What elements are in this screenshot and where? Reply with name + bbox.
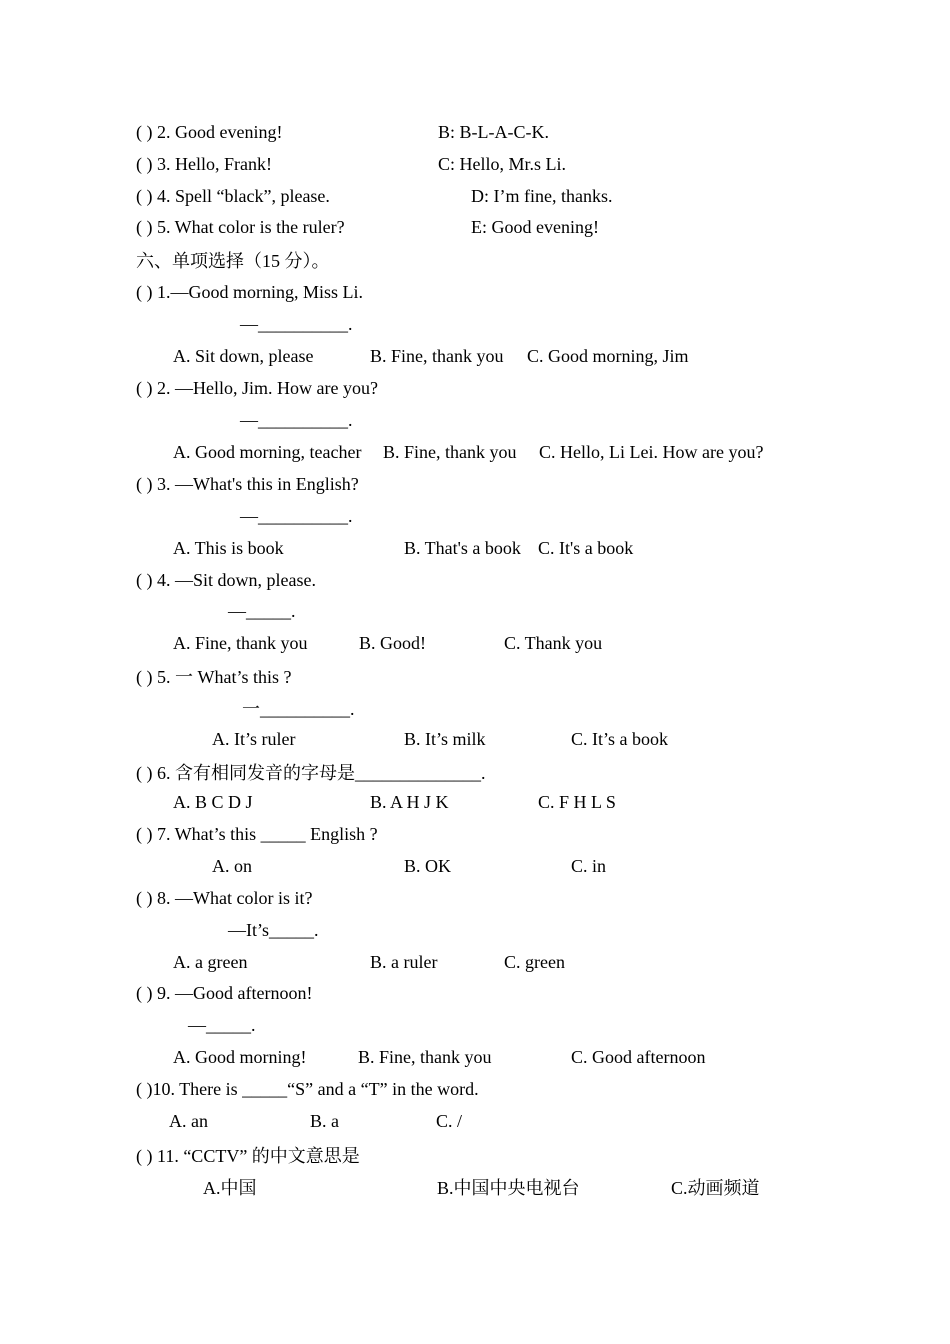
q8-option-a: A. a green bbox=[173, 952, 248, 972]
q2-option-b: B. Fine, thank you bbox=[383, 442, 517, 462]
match-option-d: D: I’m fine, thanks. bbox=[471, 186, 613, 206]
answer-line-3: —__________. bbox=[240, 506, 353, 526]
q7-option-a: A. on bbox=[212, 856, 252, 876]
question-2: ( ) 2. —Hello, Jim. How are you? bbox=[136, 378, 378, 398]
question-9: ( ) 9. —Good afternoon! bbox=[136, 983, 313, 1003]
question-6: ( ) 6. 含有相同发音的字母是______________. bbox=[136, 763, 486, 783]
q2-option-c: C. Hello, Li Lei. How are you? bbox=[539, 442, 764, 462]
q10-option-c: C. / bbox=[436, 1111, 463, 1131]
q11-option-b: B.中国中央电视台 bbox=[437, 1178, 580, 1198]
q9-option-a: A. Good morning! bbox=[173, 1047, 307, 1067]
q4-option-a: A. Fine, thank you bbox=[173, 633, 308, 653]
q8-option-b: B. a ruler bbox=[370, 952, 438, 972]
answer-line-5: 一__________. bbox=[242, 699, 355, 719]
match-q2: ( ) 2. Good evening! bbox=[136, 122, 283, 142]
q4-option-c: C. Thank you bbox=[504, 633, 603, 653]
question-1: ( ) 1.—Good morning, Miss Li. bbox=[136, 282, 363, 302]
question-7: ( ) 7. What’s this _____ English ? bbox=[136, 824, 378, 844]
q8-option-c: C. green bbox=[504, 952, 565, 972]
answer-line-8: —It’s_____. bbox=[228, 920, 319, 940]
match-option-e: E: Good evening! bbox=[471, 217, 599, 237]
match-q5: ( ) 5. What color is the ruler? bbox=[136, 217, 345, 237]
q1-option-b: B. Fine, thank you bbox=[370, 346, 504, 366]
q3-option-b: B. That's a book bbox=[404, 538, 521, 558]
match-option-b: B: B-L-A-C-K. bbox=[438, 122, 549, 142]
answer-line-4: —_____. bbox=[228, 601, 296, 621]
q9-option-b: B. Fine, thank you bbox=[358, 1047, 492, 1067]
q5-option-b: B. It’s milk bbox=[404, 729, 486, 749]
q6-option-a: A. B C D J bbox=[173, 792, 253, 812]
q7-option-b: B. OK bbox=[404, 856, 452, 876]
question-3: ( ) 3. —What's this in English? bbox=[136, 474, 359, 494]
match-q3: ( ) 3. Hello, Frank! bbox=[136, 154, 272, 174]
q3-option-a: A. This is book bbox=[173, 538, 284, 558]
q11-option-c: C.动画频道 bbox=[671, 1178, 760, 1198]
q4-option-b: B. Good! bbox=[359, 633, 426, 653]
q3-option-c: C. It's a book bbox=[538, 538, 634, 558]
q10-option-b: B. a bbox=[310, 1111, 339, 1131]
answer-line-1: —__________. bbox=[240, 314, 353, 334]
q6-option-c: C. F H L S bbox=[538, 792, 616, 812]
q10-option-a: A. an bbox=[169, 1111, 208, 1131]
q1-option-a: A. Sit down, please bbox=[173, 346, 314, 366]
question-10: ( )10. There is _____“S” and a “T” in the word. bbox=[136, 1079, 479, 1099]
section-heading: 六、单项选择（15 分）。 bbox=[136, 251, 330, 271]
q9-option-c: C. Good afternoon bbox=[571, 1047, 706, 1067]
q5-option-a: A. It’s ruler bbox=[212, 729, 296, 749]
q1-option-c: C. Good morning, Jim bbox=[527, 346, 689, 366]
answer-line-9: —_____. bbox=[188, 1015, 256, 1035]
question-4: ( ) 4. —Sit down, please. bbox=[136, 570, 316, 590]
match-q4: ( ) 4. Spell “black”, please. bbox=[136, 186, 330, 206]
q11-option-a: A.中国 bbox=[203, 1178, 257, 1198]
q6-option-b: B. A H J K bbox=[370, 792, 449, 812]
question-11: ( ) 11. “CCTV” 的中文意思是 bbox=[136, 1146, 360, 1166]
answer-line-2: —__________. bbox=[240, 410, 353, 430]
q2-option-a: A. Good morning, teacher bbox=[173, 442, 362, 462]
q5-option-c: C. It’s a book bbox=[571, 729, 668, 749]
question-5: ( ) 5. 一 What’s this ? bbox=[136, 667, 292, 687]
match-option-c: C: Hello, Mr.s Li. bbox=[438, 154, 567, 174]
question-8: ( ) 8. —What color is it? bbox=[136, 888, 313, 908]
q7-option-c: C. in bbox=[571, 856, 607, 876]
